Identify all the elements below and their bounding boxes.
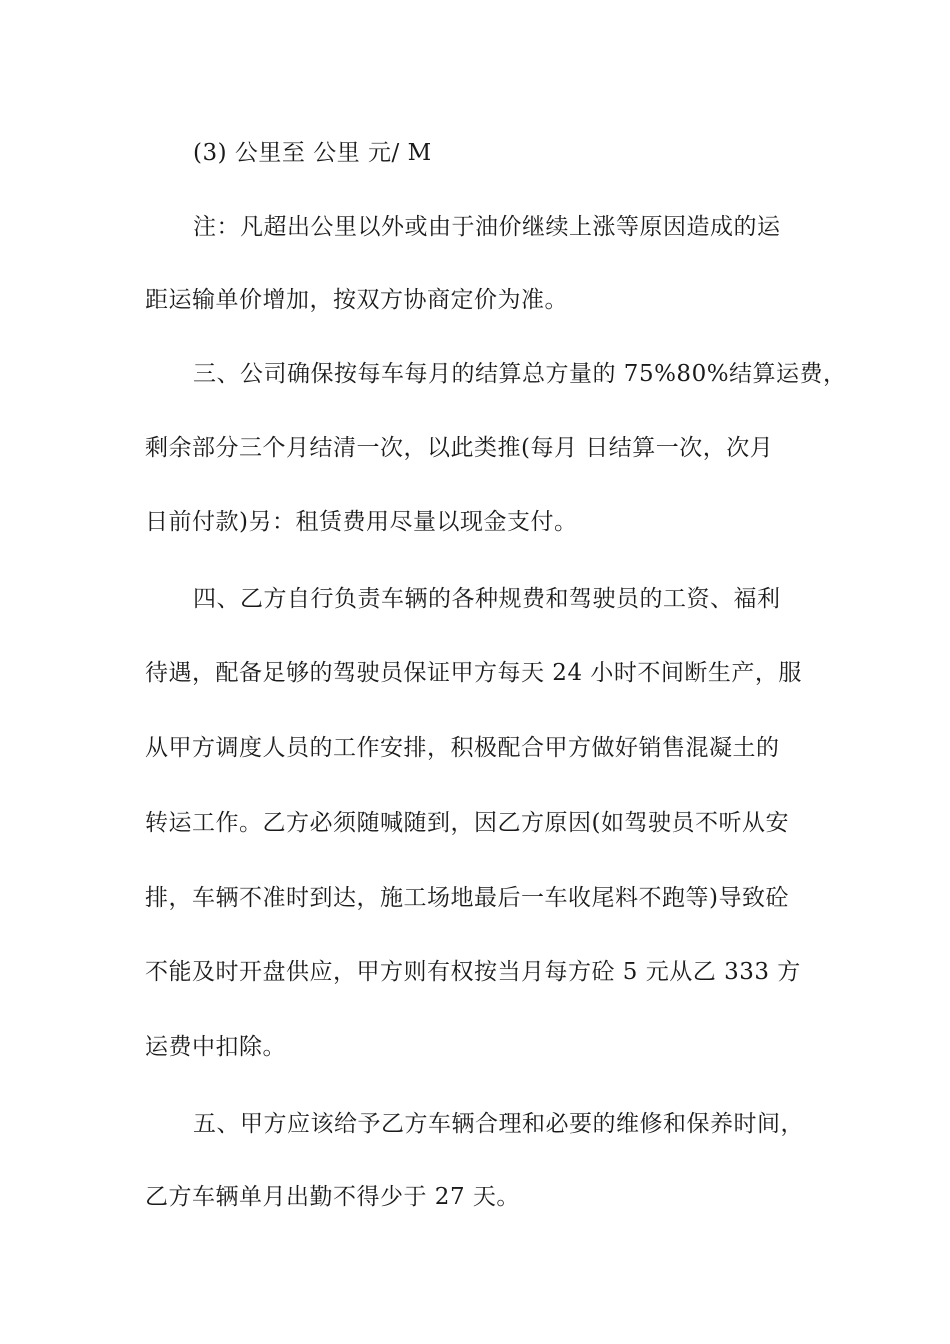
text-line-section-4-start: 四、乙方自行负责车辆的各种规费和驾驶员的工资、福利 [193,586,781,612]
text-line-section-4-line-5: 排，车辆不准时到达，施工场地最后一车收尾料不跑等)导致砼 [145,885,789,911]
text-line-clause-3-rate: (3) 公里至 公里 元/ M [193,140,432,166]
text-line-section-4-line-4: 转运工作。乙方必须随喊随到，因乙方原因(如驾驶员不听从安 [145,810,789,836]
text-line-section-3-middle: 剩余部分三个月结清一次，以此类推(每月 日结算一次，次月 [145,435,774,461]
text-line-section-5-start: 五、甲方应该给予乙方车辆合理和必要的维修和保养时间， [193,1111,804,1137]
text-line-section-3-end: 日前付款)另：租赁费用尽量以现金支付。 [145,509,578,535]
text-line-section-4-line-6: 不能及时开盘供应，甲方则有权按当月每方砼 5 元从乙 333 方 [145,959,801,985]
text-line-section-4-end: 运费中扣除。 [145,1034,286,1060]
text-line-section-3-start: 三、公司确保按每车每月的结算总方量的 75%80%结算运费， [193,361,847,387]
text-line-section-5-end: 乙方车辆单月出勤不得少于 27 天。 [145,1184,520,1210]
text-line-note-end: 距运输单价增加，按双方协商定价为准。 [145,287,568,313]
text-line-note-start: 注：凡超出公里以外或由于油价继续上涨等原因造成的运 [193,214,781,240]
text-line-section-4-line-3: 从甲方调度人员的工作安排，积极配合甲方做好销售混凝土的 [145,735,780,761]
text-line-section-4-line-2: 待遇，配备足够的驾驶员保证甲方每天 24 小时不间断生产，服 [145,660,802,686]
